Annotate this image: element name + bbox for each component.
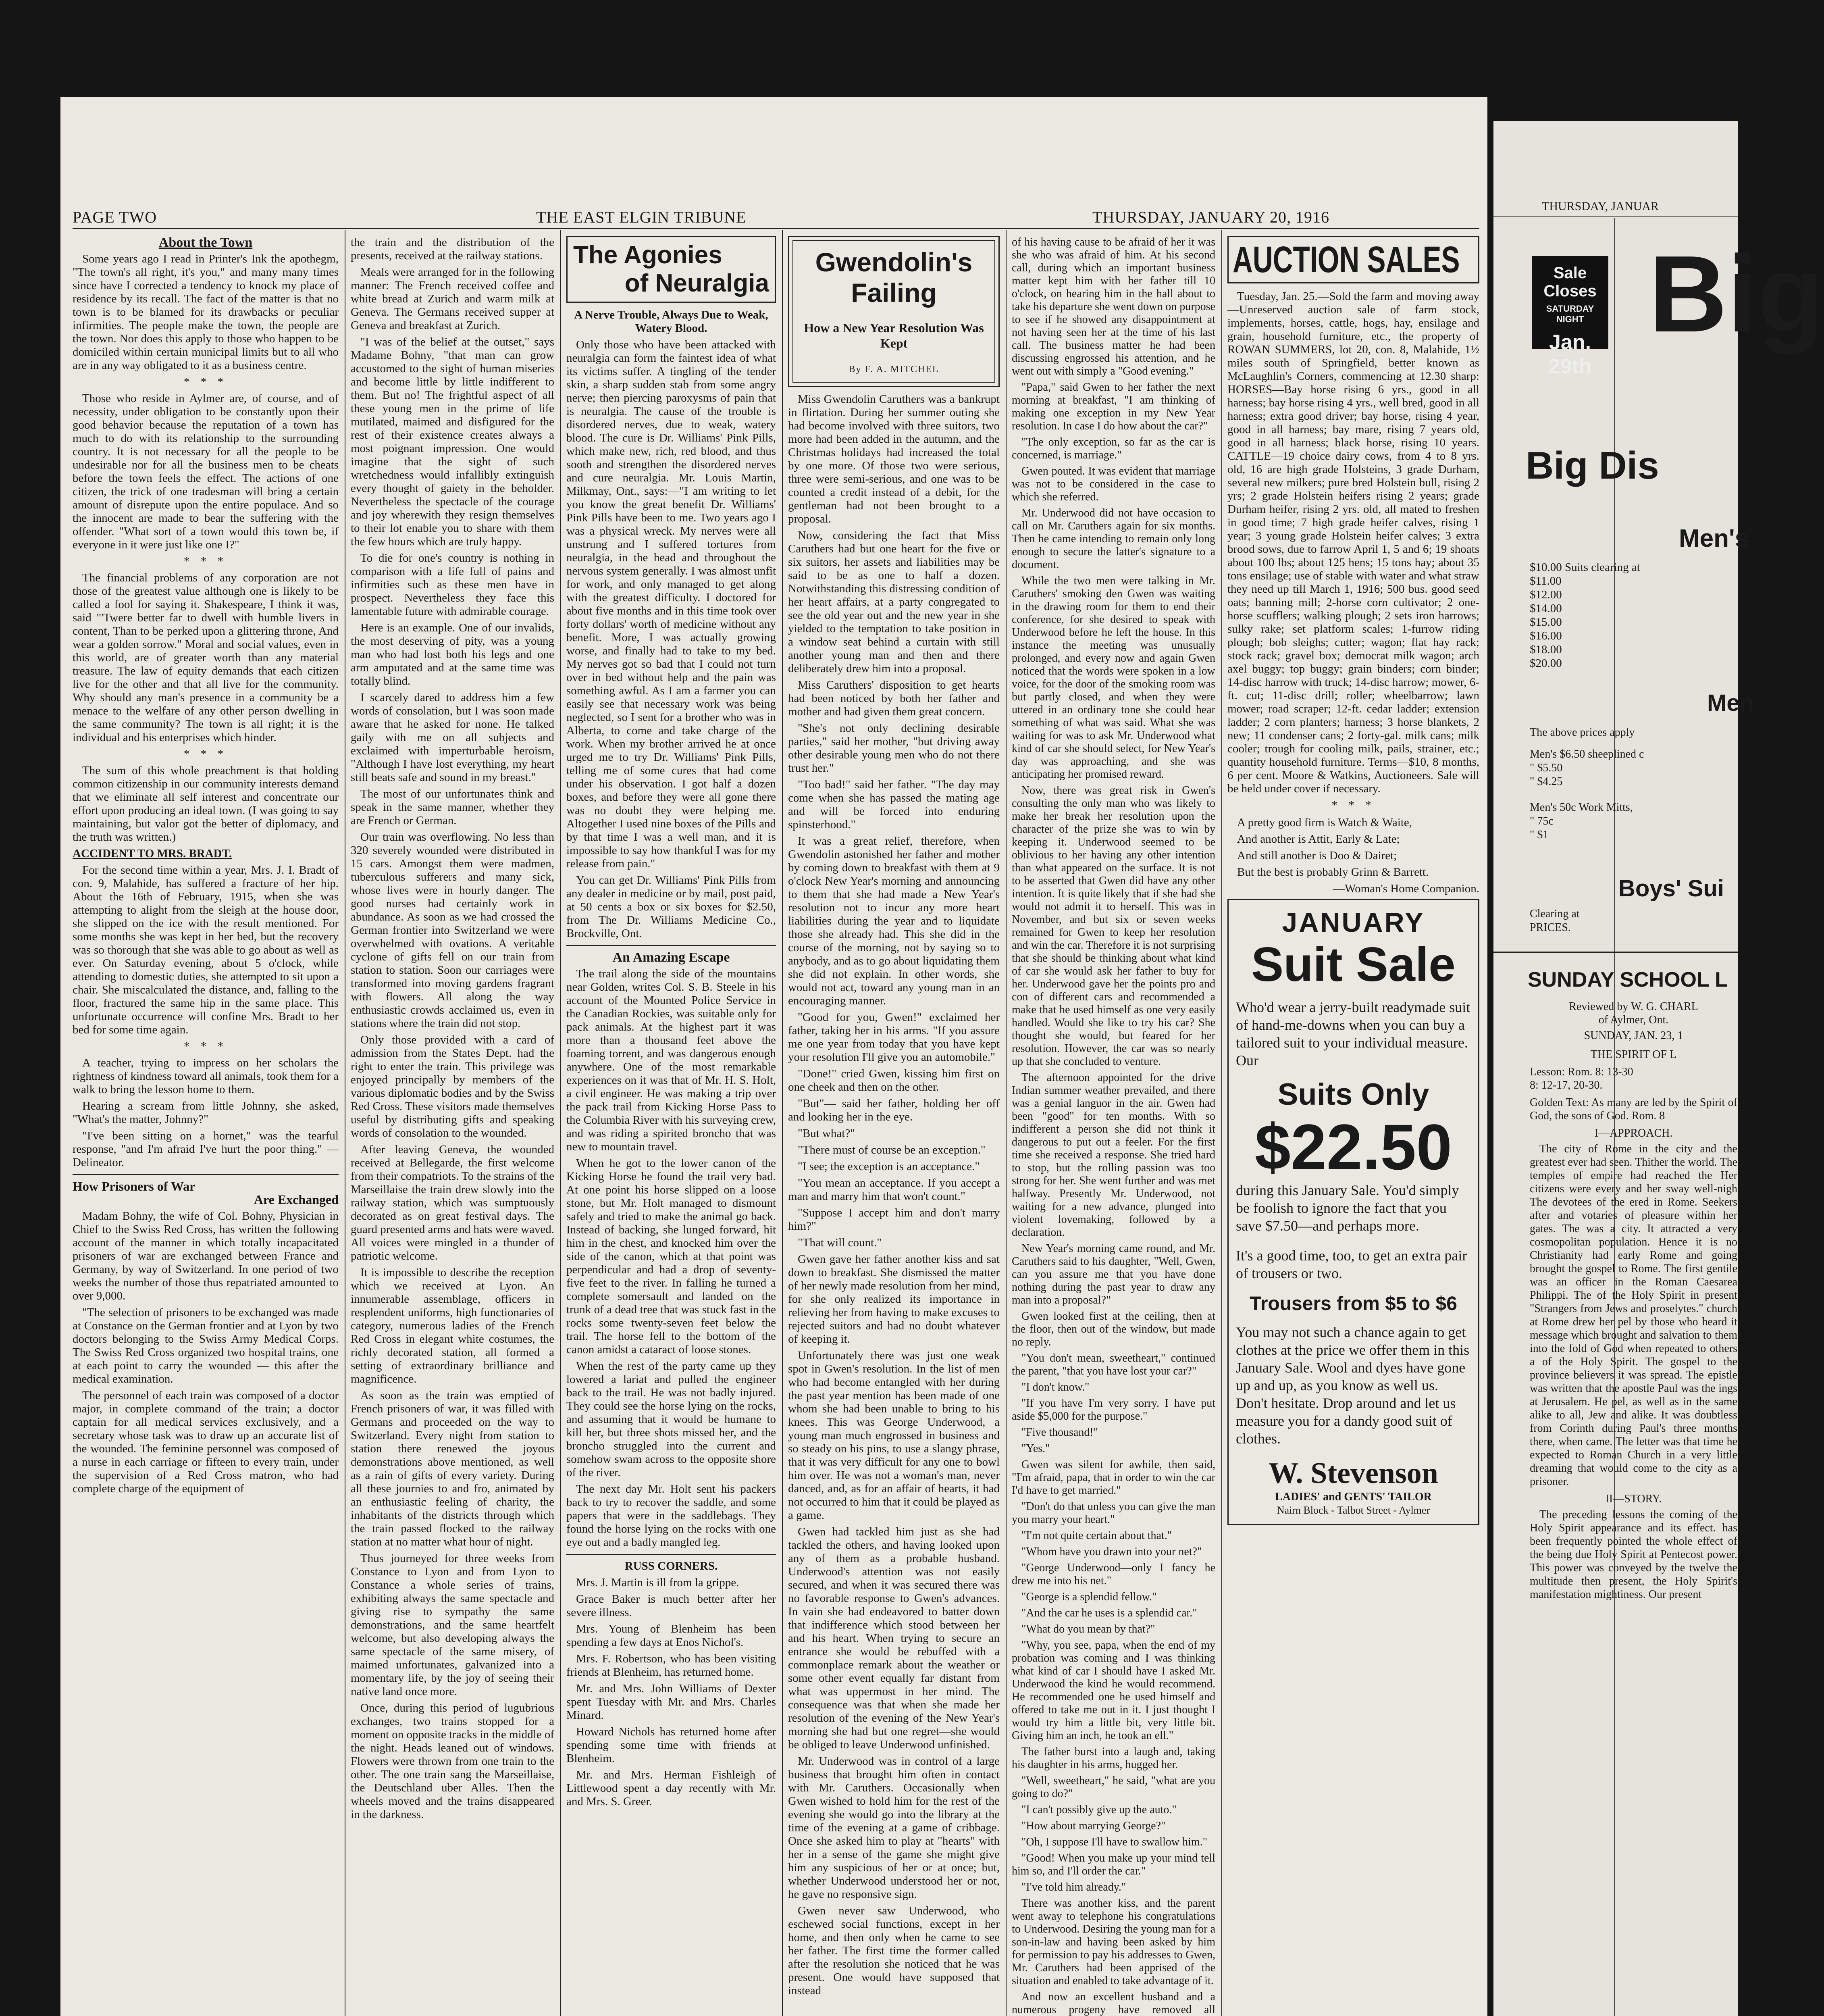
- column-rule: [560, 230, 561, 2016]
- sunday-school-title: SUNDAY SCHOOL L: [1528, 968, 1728, 991]
- gwendolin-paragraph: "How about marrying George?": [1021, 1820, 1166, 1832]
- gwendolin-paragraph: Gwen was silent for awhile, then said, "I'm afraid, papa, that in order to win the car I'd have to get married.": [1012, 1458, 1215, 1497]
- russ-item: Mr. and Mrs. Herman Fishleigh of Littlewood spent a day recently with Mr. and Mrs. S. Greer.: [566, 1768, 776, 1808]
- page-number: PAGE TWO: [73, 208, 157, 226]
- adjacent-big: Big: [1649, 233, 1824, 355]
- column-rule: [1006, 230, 1007, 2016]
- ad-suits-only: Suits Only: [1277, 1077, 1429, 1112]
- lesson-title: THE SPIRIT OF L: [1590, 1048, 1677, 1061]
- gwendolin-paragraph: There was another kiss, and the parent went away to telephone his congratulations to Underwood. Desiring the young man for a son-in-law and having been asked by him for permission to pay his addresses to Gwen, Mr. Caruthers had been apprised of the situation and enabled to take advantage of it.: [1012, 1897, 1215, 1987]
- gwendolin-paragraph: "I can't possibly give up the auto.": [1021, 1804, 1177, 1816]
- gwendolin-author: By F. A. MITCHEL: [849, 364, 939, 375]
- price-line: " 75c: [1530, 815, 1554, 827]
- prisoners-paragraph: As soon as the train was emptied of French prisoners of war, it was filled with Germans and proceeded on the way to Switzerland. Every night from station to station there renewed the joyous demonstrations above mentioned, as well as a rain of gifts of every variety. During all these journies to and fro, animated by an enthusiastic feeling of charity, the inhabitants of the districts through which the train passed flocked to the railway station at no matter what hour of night.: [351, 1389, 554, 1548]
- prisoners-paragraph: Here is an example. One of our invalids, the most deserving of pity, was a young man who had lost both his legs and one arm amputated and at the same time was totally blind.: [351, 621, 554, 687]
- russ-item: Mrs. J. Martin is ill from la grippe.: [576, 1576, 739, 1589]
- price-line: $20.00: [1530, 657, 1562, 670]
- column-6: [1227, 236, 1479, 2016]
- price-line: PRICES.: [1530, 921, 1571, 934]
- price-line: " $5.50: [1530, 762, 1563, 774]
- newspaper-page: [60, 97, 1487, 2016]
- auction-title: AUCTION SALES: [1233, 239, 1460, 280]
- prisoners-paragraph: Once, during this period of lugubrious exchanges, two trains stopped for a moment on opposite tracks in the middle of the night. Heads leaned out of windows. Flowers were thrown from one train to the other. The one train sang the Marseillaise, the Deutschland uber Alles. Then the wheels moved and the trains disappeared in the darkness.: [351, 1702, 554, 1821]
- gwendolin-paragraph: "Yes.": [1021, 1442, 1050, 1455]
- escape-paragraph: The next day Mr. Holt sent his packers back to try to recover the saddle, and some papers that were in the saddlebags. They found the horse lying on the rocks with one eye out and a badly mangled leg.: [566, 1483, 776, 1549]
- prisoners-title-1: How Prisoners of War: [73, 1179, 196, 1193]
- gwendolin-paragraph: Mr. Underwood was in control of a large business that brought him often in contact with Mr. Caruthers. Occasionally when Gwen wished to hold him for the rest of the evening she would go into the library at the time of the evening at a game of cribbage. Once she asked him to play at "hearts" with her in a sense of the game she might give him any suspicious of her or at once; but, whether Underwood understood her or not, he gave no responsive sign.: [788, 1755, 1000, 1901]
- gwendolin-paragraph: "She's not only declining desirable parties," said her mother, "but driving away other desirable young men who do not there trust her.": [788, 722, 1000, 775]
- prisoners-paragraph: Meals were arranged for in the following manner: The French received coffee and white bread at Zurich and warm milk at Geneva. The Germans received supper at Geneva and breakfast at Zurich.: [351, 266, 554, 332]
- bradt-paragraph: A teacher, trying to impress on her scholars the rightness of kindness toward all animals, took them for a walk to bring the lesson home to them.: [73, 1056, 339, 1096]
- prisoners-paragraph: After leaving Geneva, the wounded received at Bellegarde, the first welcome from their compatriots. To the strains of the Marseillaise the train drew slowly into the railway station, which was sumptuously decorated as on great festival days. The guard presented arms and hats were waved. All voices were mingled in a thunder of patriotic welcome.: [351, 1143, 554, 1262]
- about-town-paragraph: Those who reside in Aylmer are, of course, and of necessity, under obligation to be constantly upon their good behavior because the reputation of a town has much to do with its relationship to the surrounding country. It is not necessary for all the people to be undesirable nor for all the business men to be cheats before the town feels the effect. The actions of one citizen, the trick of one tradesman will bring a certain amount of disrepute upon the entire populace. And so the innocent are made to bear the suffering with the offender. "What sort of a town would this town be, if everyone in it were just like one I?": [73, 392, 339, 551]
- gwendolin-paragraph: "I see; the exception is an acceptance.": [798, 1160, 980, 1173]
- issue-date: THURSDAY, JANUARY 20, 1916: [1092, 208, 1329, 226]
- ad-paragraph: Who'd wear a jerry-built readymade suit of hand-me-downs when you can buy a tailored suit to your individual measure. Our: [1236, 999, 1470, 1068]
- gwendolin-title-1: Gwendolin's: [815, 247, 973, 277]
- about-town-paragraph: Some years ago I read in Printer's Ink the apothegm, "The town's all right, it's you," and many many times since have I corrected a tendency to knock my place of residence by its recall. The fact of the matter is that no town is to be blamed for its drawbacks or peculiar infirmities. The people make the town, the people are the town. Nor does this apply to those who happen to be domiciled within certain municipal limits but to all who are in any way obligated to it as a business centre.: [73, 252, 339, 372]
- ad-tailor-address: Nairn Block - Talbot Street - Aylmer: [1277, 1504, 1430, 1516]
- prisoners-paragraph: Only those provided with a card of admission from the States Dept. had the right to enter the train. This privilege was enjoyed principally by members of the various diplomatic bodies and by the Swiss Red Cross. These visitors made themselves useful by distributing gifts and speaking words of consolation to the wounded.: [351, 1033, 554, 1139]
- bradt-title: ACCIDENT TO MRS. BRADT.: [73, 847, 232, 860]
- lesson-body: The preceding lessons the coming of the Holy Spirit appearance and its effect. has been frequently pointed the whole effect of the being due Holy Spirit at Pentecost power. This power was conveyed by the twelve the multitude then present, the Holy Spirit's manifestation mightiness. Our present: [1530, 1508, 1737, 1601]
- agonies-subhead: A Nerve Trouble, Always Due to Weak, Watery Blood.: [574, 308, 768, 335]
- gwendolin-paragraph: "I'm not quite certain about that.": [1021, 1529, 1172, 1542]
- price-line: " $1: [1530, 829, 1549, 841]
- price-line: $10.00 Suits clearing at: [1530, 561, 1640, 574]
- sale-closes-date: Jan. 29th: [1548, 331, 1592, 378]
- agonies-title-2: of Neuralgia: [624, 269, 769, 297]
- lesson-ref: Lesson: Rom. 8: 13-30: [1530, 1066, 1633, 1078]
- golden-text: Golden Text: As many are led by the Spirit of God, the sons of God. Rom. 8: [1530, 1096, 1737, 1122]
- russ-item: Grace Baker is much better after her severe illness.: [566, 1593, 776, 1619]
- adjacent-big-dis: Big Dis: [1526, 444, 1659, 487]
- lesson-reviewer-town: of Aylmer, Ont.: [1598, 1014, 1669, 1026]
- gwendolin-paragraph: "Oh, I suppose I'll have to swallow him.": [1021, 1836, 1208, 1848]
- price-line: $16.00: [1530, 629, 1562, 642]
- gwendolin-paragraph: "George is a splendid fellow.": [1021, 1591, 1157, 1603]
- gwendolin-paragraph: The afternoon appointed for the drive Indian summer weather prevailed, and there was a genial languor in the air. Gwen had been "good" for ten months. With so indifferent a person she did not think it dangerous to put out a feeler. For the first time she received a response. She tried hard to stop, but the rolling passion was too strong for her. She went further and was met halfway. Presently Mr. Underwood, not waiting for a new advance, plunged into violent lovemaking, followed by a declaration.: [1012, 1071, 1215, 1239]
- column-2: [351, 236, 554, 2016]
- sale-closes-box: [1532, 256, 1608, 378]
- poem-line: A pretty good firm is Watch & Waite,: [1237, 816, 1412, 829]
- prisoners-paragraph: Thus journeyed for three weeks from Constance to Lyon and from Lyon to Constance a whole series of trains, exhibiting always the same spectacle and giving rise to sympathy the same demonstrations, and the same heartfelt welcome, but also developing always the same spectacle of the same misery, of maimed unfortunates, galvanized into a momentary life, by the joy of seeing their native land once more.: [351, 1552, 554, 1698]
- ad-price: $22.50: [1254, 1111, 1452, 1183]
- gwendolin-paragraph: New Year's morning came round, and Mr. Caruthers said to his daughter, "Well, Gwen, can you assure me that you have done nothing during the past year to draw any man into a proposal?": [1012, 1242, 1215, 1306]
- auction-headline-box: [1227, 236, 1479, 283]
- escape-title: An Amazing Escape: [612, 950, 730, 965]
- prisoners-paragraph: To die for one's country is nothing in comparison with a life full of pains and infirmities such as these men have in prospect. Nevertheless they face this lamentable future with admirable courage.: [351, 552, 554, 618]
- prisoners-paragraph: "I was of the belief at the outset," says Madame Bohny, "that man can grow accustomed to the sight of human miseries and become little by little indifferent to them. But no! The frightful aspect of all these young men in the prime of life mutilated, maimed and disfigured for the rest of their existence creates always a most poignant impression. One would imagine that the sight of such wretchedness would infallibly extinguish every thought of gaiety in the beholder. Nevertheless the spectacle of the courage and joy wherewith they resign themselves to their lot enable you to share with them the few hours which are truly happy.: [351, 335, 554, 548]
- gwendolin-title-2: Failing: [851, 278, 937, 308]
- adjacent-boys: Boys' Sui: [1618, 875, 1724, 902]
- price-line: $12.00: [1530, 588, 1562, 601]
- prisoners-paragraph: I scarcely dared to address him a few words of consolation, but I was soon made aware that he asked for none. He talked gaily with me on all subjects and exclaimed with imperturbable heroism, "Although I have lost everything, my heart still beats safe and sound in my breast.": [351, 691, 554, 784]
- section-stars: * * *: [184, 375, 227, 388]
- ad-paragraph: during this January Sale. You'd simply be foolish to ignore the fact that you save $7.50—and perhaps more.: [1236, 1182, 1459, 1234]
- ad-tailor-sub: LADIES' and GENTS' TAILOR: [1275, 1491, 1432, 1503]
- gwendolin-paragraph: "I've told him already.": [1021, 1881, 1126, 1893]
- gwendolin-paragraph: "Papa," said Gwen to her father the next morning at breakfast, "I am thinking of making one exception in my New Year resolution. In case I do how about the car?": [1012, 381, 1215, 432]
- price-line: Men's $6.50 sheeplined c: [1530, 748, 1644, 760]
- gwendolin-paragraph: "The only exception, so far as the car is concerned, is marriage.": [1012, 436, 1215, 461]
- auction-paragraph: Tuesday, Jan. 25.—Sold the farm and moving away—Unreserved auction sale of farm stock, implements, horses, cattle, hogs, hay, ensilage and grain, household furniture, etc., the property of ROWAN SUMMERS, lot 20, con. 8, Malahide, 1½ miles south of Springfield, better known as McLaughlin's Corners, commencing at 12.30 sharp: HORSES—Bay horse rising 6 yrs., good in all harness; bay horse rising 4 yrs., well bred, good in all harness; extra good driver; bay horse, rising 4 year, good in all harness; bay mare, rising 7 years old, good in all harness; black horse, rising 10 years. CATTLE—19 choice dairy cows, from 4 to 8 yrs. old, 16 are high grade Holsteins, 3 grade Durham, several new milkers; pure bred Holstein bull, rising 2 yrs; 2 grade Holstein heifers rising 2 years; grade Durham heifer, rising 2 yrs. old, all mated to freshen in good time; 7 high grade heifer calves, rising 1 year; 3 young grade Holstein heifer calves; 3 extra brood sows, due to farrow April 1, 5 and 6; 19 shoats about 100 lbs; about 125 hens; 15 tons hay; about 35 tons ensilage; use of stable with water and what straw they need up till March 1, 1916; 500 bus. good seed oats; banning mill; 2-horse corn cultivator; 2 one-horse scufflers; walking plough; 2 sets iron harrows; sulky rake; set platform scales; 1-furrow riding plough; bob sleighs; cutter; wagon; flat hay rack; stock rack; gravel box; democrat milk wagon; arch axel buggy; top buggy; grain binders; corn binder; 14-disc harrow with truck; 14-disc harrow; mower, 6-ft. cut; 11-disc drill; roller; wheelbarrow; lawn mower; road scraper; 12-ft. cedar ladder; extension ladder; 2 corn planters; harness; 3 horse blankets, 2 new; 11 condenser cans; 2 forty-gal. milk cans; milk cooler; trough for cooling milk, pails, strainer, etc.; quantity household furniture. Terms—$10, 8 months, 6 per cent. Moore & Watkins, Auctioneers. Sale will be held under cover if necessary.: [1227, 290, 1479, 795]
- sale-closes-sub: SATURDAY NIGHT: [1546, 304, 1594, 324]
- lesson-date: SUNDAY, JAN. 23, 1: [1584, 1029, 1683, 1042]
- ad-suit-sale: Suit Sale: [1251, 937, 1456, 991]
- lesson-section: I—APPROACH.: [1594, 1127, 1673, 1139]
- sale-closes-label: Sale Closes: [1543, 264, 1597, 300]
- adjacent-price-list: [1530, 560, 1739, 670]
- prisoners-paragraph: It is impossible to describe the reception which we received at Lyon. An innumerable assemblage, officers in resplendent uniforms, high functionaries of category, numerous ladies of the French Red Cross in elegant white costumes, the richly decorated station, all formed a setting of extraordinary brilliance and magnificence.: [351, 1266, 554, 1385]
- price-line: Men's 50c Work Mitts,: [1530, 801, 1633, 814]
- russ-corners-title: RUSS CORNERS.: [624, 1560, 718, 1572]
- gwendolin-paragraph: "And the car he uses is a splendid car.": [1021, 1607, 1197, 1619]
- ad-paragraph: It's a good time, too, to get an extra pair of trousers or two.: [1236, 1248, 1467, 1281]
- poem-line: And still another is Doo & Dairet;: [1237, 849, 1397, 862]
- gwendolin-paragraph: "But what?": [798, 1127, 855, 1140]
- gwendolin-paragraph: "Well, sweetheart," he said, "what are you going to do?": [1012, 1774, 1215, 1800]
- gwendolin-paragraph: "If you have I'm very sorry. I have put aside $5,000 for the purpose.": [1012, 1397, 1215, 1422]
- adjacent-boys-text: [1530, 907, 1580, 935]
- gwendolin-paragraph: "I don't know.": [1021, 1381, 1090, 1393]
- gwendolin-paragraph: It was a great relief, therefore, when Gwendolin astonished her father and mother by coming down to breakfast with them at 9 o'clock New Year's morning and announcing to them that she had made a New Year's resolution not to incur any more heart liabilities during the year and to liquidate those she already had. This she did in the course of the morning, not by saying so to anybody, and as to go about liquidating them she did not explain. In other words, she would not act, toward any young man in an encouraging manner.: [788, 835, 1000, 1007]
- about-town-paragraph: The sum of this whole preachment is that holding common citizenship in our community interests demand that we eliminate all self interest and concentrate our effort upon producing an ideal town. (I was going to say maintaining, but valor got the better of diplomacy, and the truth was written.): [73, 764, 339, 843]
- suit-sale-ad: [1227, 899, 1479, 1525]
- gwendolin-paragraph: The father burst into a laugh and, taking his daughter in his arms, hugged her.: [1012, 1745, 1215, 1771]
- about-town-paragraph: The financial problems of any corporation are not those of the greatest value although one is likely to be called a fool for saying it. Shakespeare, I think it was, said "'Twere better far to dwell with humble livers in content, Than to be perked upon a glittering throne, And wear a golden sorrow." Moral and social values, even in this world, are of greater worth than any material treasure. The law of equity demands that each citizen live for the other and that all live for the community. Why should any man's presence in a community be a menace to the welfare of any other person dwelling in the same community? The town is all right; it is the individual and his enterprises which hinder.: [73, 571, 339, 744]
- adjacent-men: Men: [1707, 690, 1754, 716]
- gwendolin-paragraph: "Why, you see, papa, when the end of my probation was coming and I was thinking what kind of car I should have I asked Mr. Underwood the kind he would recommend. He recommended one he used himself and offered to take me out in it. I just thought I would try him a little bit, very little bit. Giving him an inch, he took an ell.": [1012, 1639, 1215, 1742]
- gwendolin-paragraph: "That will count.": [798, 1236, 882, 1249]
- section-stars: * * *: [184, 555, 227, 568]
- gwendolin-paragraph: "Done!" cried Gwen, kissing him first on one cheek and then on the other.: [788, 1067, 1000, 1093]
- lesson-ref: 8: 12-17, 20-30.: [1530, 1079, 1603, 1091]
- column-rule: [1221, 230, 1222, 2016]
- prisoners-paragraph: Madam Bohny, the wife of Col. Bohny, Physician in Chief to the Swiss Red Cross, has written the following account of the manner in which totally incapacitated prisoners of war are exchanged between France and Germany, by way of Switzerland. In one period of two weeks the number of those thus repatriated amounted to over 9,000.: [73, 1210, 339, 1302]
- gwendolin-paragraph: "But"— said her father, holding her off and looking her in the eye.: [788, 1097, 1000, 1123]
- gwendolin-paragraph: Gwen gave her father another kiss and sat down to breakfast. She dismissed the matter of her newly made resolution from her mind, for she only realized its importance in relieving her from having to make excuses to rejected suitors and had no doubt whatever of keeping it.: [788, 1253, 1000, 1345]
- price-line: $15.00: [1530, 616, 1562, 629]
- gwendolin-paragraph: Gwen pouted. It was evident that marriage was not to be considered in the case to which she referred.: [1012, 465, 1215, 503]
- gwendolin-paragraph: "Whom have you drawn into your net?": [1021, 1545, 1202, 1558]
- gwendolin-paragraph: "Suppose I accept him and don't marry him?": [788, 1206, 1000, 1233]
- header-rule: [73, 228, 1479, 229]
- section-stars: * * *: [184, 748, 227, 760]
- agonies-paragraph: You can get Dr. Williams' Pink Pills from any dealer in medicine or by mail, post paid, at 50 cents a box or six boxes for $2.50, from The Dr. Williams Medicine Co., Brockville, Ont.: [566, 874, 776, 940]
- gwendolin-paragraph: Now, there was great risk in Gwen's consulting the only man who was likely to make her break her resolution upon the character of the prize she was to win by keeping it. Underwood seemed to be oblivious to her having any other intention than what appeared on the surface. It is not to be asserted that Gwen did have any other intention. It is quite likely that if she had she would not admit it to herself. This was in November, and but six or seven weeks remained for Gwen to keep her resolution and win the car. Therefore it is not surprising that she should be thinking about what kind of car she would ask her father to buy for her. Underwood gave her the points pro and con of different cars and recommended a make that he used himself as one very easily handled. Would she like to try his car? She thought she would, but feared for her resolution. However, the car was so nearly up that she concluded to venture.: [1012, 784, 1215, 1068]
- agonies-title-1: The Agonies: [573, 241, 722, 269]
- russ-item: Mrs. Young of Blenheim has been spending a few days at Enos Nichol's.: [566, 1622, 776, 1649]
- gwendolin-paragraph: Now, considering the fact that Miss Caruthers had but one heart for the five or six suitors, her assets and liabilities may be said to be as one to half a dozen. Notwithstanding this distressing condition of her heart affairs, at a party congregated to see the old year out and the new year in she yielded to the temptation to take position in a window seat behind a curtain with still another young man and then and there deliberately drew him into a proposal.: [788, 529, 1000, 675]
- gwendolin-paragraph: "Don't do that unless you can give the man you marry your heart.": [1012, 1500, 1215, 1526]
- poem-line: And another is Attit, Early & Late;: [1237, 833, 1400, 846]
- prisoners-paragraph: the train and the distribution of the presents, received at the railway stations.: [351, 236, 554, 262]
- ad-trousers: Trousers from $5 to $6: [1250, 1293, 1457, 1314]
- section-stars: * * *: [184, 1040, 227, 1053]
- russ-item: Mrs. F. Robertson, who has been visiting friends at Blenheim, has returned home.: [566, 1652, 776, 1679]
- gwendolin-subhead: How a New Year Resolution Was Kept: [804, 321, 984, 350]
- gwendolin-paragraph: Miss Caruthers' disposition to get hearts had been noticed by both her father and mother and had given them great concern.: [788, 679, 1000, 718]
- column-1: [73, 236, 339, 2016]
- escape-paragraph: When the rest of the party came up they lowered a lariat and pulled the engineer back to the trail. He was not badly injured. They could see the horse lying on the rocks, and assuming that it would be humane to kill her, but three shots missed her, and the broncho struggled into the current and somehow swam across to the opposite shore of the river.: [566, 1360, 776, 1479]
- price-line: $11.00: [1530, 575, 1562, 587]
- lesson-section: II—STORY.: [1605, 1493, 1662, 1505]
- ad-tailor-name: W. Stevenson: [1269, 1457, 1438, 1490]
- ad-paragraph: You may not such a chance again to get clothes at the price we offer them in this January Sale. Wool and dyes have gone up and up, as you know as well us. Don't hesitate. Drop around and let us measure you for a dandy good suit of clothes.: [1236, 1324, 1470, 1447]
- column-5: [1012, 236, 1215, 2016]
- gwendolin-paragraph: Gwen never saw Underwood, who eschewed social functions, except in her home, and then only when he came to see her father. The first time the former called after the resolution she noticed that he was present. One would have supposed that instead: [788, 1904, 1000, 1997]
- gwendolin-paragraph: While the two men were talking in Mr. Caruthers' smoking den Gwen was waiting in the drawing room for them to end their conference, for she desired to speak with Underwood before he left the house. In this instance the meeting was unusually prolonged, and every now and again Gwen noticed that the words were spoken in a low voice, for the door of the smoking room was but partly closed, and when they were uttered in an ordinary tone she could hear something of what was said. What she was waiting for was to ask Mr. Underwood what kind of car she should select, for New Year's day was approaching, and she was anticipating her promised reward.: [1012, 575, 1215, 781]
- gwendolin-paragraph: Mr. Underwood did not have occasion to call on Mr. Caruthers again for six months. Then he came intending to remain only long enough to secure the latter's signature to a document.: [1012, 507, 1215, 571]
- lesson-reviewer: Reviewed by W. G. CHARL: [1569, 1000, 1698, 1013]
- gwendolin-paragraph: Gwen looked first at the ceiling, then at the floor, then out of the window, but made no reply.: [1012, 1310, 1215, 1348]
- gwendolin-paragraph: "There must of course be an exception.": [798, 1143, 986, 1156]
- bradt-paragraph: For the second time within a year, Mrs. J. I. Bradt of con. 9, Malahide, has suffered a fracture of her hip. About the 16th of February, 1915, when she was attempting to alight from the sleigh at the house door, she slipped on the ice with the result mentioned. For some months she was kept in her bed, but the recovery was so thorough that she was able to go about as well as ever. On Saturday evening, about 5 o'clock, while attending to domestic duties, she attempted to sit upon a chair. She miscalculated the distance, and, falling to the floor, fractured the same hip in the same place. This unfortunate occurrence will confine Mrs. Bradt to her bed for some time again.: [73, 864, 339, 1036]
- prisoners-paragraph: The most of our unfortunates think and speak in the same manner, whether they are French or German.: [351, 787, 554, 827]
- gwendolin-paragraph: Unfortunately there was just one weak spot in Gwen's resolution. In the list of men who had become entangled with her during the past year mention has been made of one whom she had been unable to bring to his knees. This was George Underwood, a young man much engrossed in business and so steady on his pins, to use a slangy phrase, that it was very difficult for any one to bowl him over. He was not a woman's man, never danced, and, as for an affair of hearts, it had not occurred to him that it could be played as a game.: [788, 1349, 1000, 1522]
- adjacent-sheepline: [1530, 726, 1739, 842]
- prisoners-paragraph: Our train was overflowing. No less than 320 severely wounded were distributed in 15 cars. Amongst them were madmen, tuberculous sufferers and many sick, whose lives were in hourly danger. The good nurses had certainly work in abundance. As soon as we had crossed the German frontier into Switzerland we were overwhelmed with ovations. A veritable cyclone of gifts fell on our train from station to station. Soon our carriages were transformed into moving gardens fragrant with flowers. All along the way enthusiastic crowds acclaimed us, even in stations where the train did not stop.: [351, 831, 554, 1030]
- gwendolin-paragraph: "What do you mean by that?": [1021, 1623, 1155, 1635]
- gwendolin-paragraph: of his having cause to be afraid of her it was she who was afraid of him. At his second call, during which an important business matter kept him with her father till 10 o'clock, on hearing him in the hall about to take his departure she went down on purpose to see if he showed any disappointment at not having seen her at the time of his last call. The business matter he had been discussing engrossed his attention, and he went out with simply a "Good evening.": [1012, 236, 1215, 377]
- poem-line: But the best is probably Grinn & Barrett.: [1237, 866, 1429, 879]
- column-rule: [782, 230, 783, 2016]
- prisoners-paragraph: The personnel of each train was composed of a doctor major, in complete command of the train; a doctor captain for all medical services exclusively, and a secretary whose task was to draw up an accurate list of the wounded. The feminine personnel was composed of a nurse in each carriage or fifteen to every train, under the supervision of a Red Cross matron, who had complete charge of the equipment of: [73, 1389, 339, 1495]
- firm-poem: [1227, 816, 1479, 896]
- agonies-headline-box: [566, 236, 776, 303]
- gwendolin-paragraph: "Five thousand!": [1021, 1426, 1098, 1439]
- prisoners-paragraph: "The selection of prisoners to be exchanged was made at Constance on the German frontier and at Lyon by two doctors belonging to the Swiss Army Medical Corps. The Swiss Red Cross organized two hospital trains, one at each point to carry the wounded — this after the medical examination.: [73, 1306, 339, 1385]
- adjacent-mens: Men's: [1679, 525, 1749, 552]
- prisoners-title-2: Are Exchanged: [254, 1192, 339, 1207]
- ad-january: JANUARY: [1282, 907, 1425, 938]
- russ-item: Howard Nichols has returned home after spending some time with friends at Blenheim.: [566, 1725, 776, 1765]
- bradt-paragraph: Hearing a scream from little Johnny, she asked, "What's the matter, Johnny?": [73, 1100, 339, 1126]
- lesson-body: The city of Rome in the city and the greatest ever had seen. Thither the world. The temples of empire had reached the Her citizens were every and her sway well-nigh The devotees of the ered in Rome. Seekers after and votaries of pleasure within her gates. The was a city. It attracted a very cosmopolitan population. Hence it is no Christianity had early Rome and going brought the gospel to Rome. The first gentile was an officer in the Roman Caesarea Philippi. The of the Holy Spirit in present "Strangers from Jews and proselytes." church at Rome drew her pel by those who heard it message which brought and salvation to them into the fold of God when repeated to others a of the Holy Spirit. The gospel to the province believers it was spread. The epistle was written that the apostle Paul was the ings at Jerusalem. He pel, as well as in the same alike to all, Jew and alike. It was doubtless from Corinth during Paul's three months there, when came. The letter was that time he expected to Roman Church in a very little dreaming that would come to the city as a prisoner.: [1530, 1143, 1737, 1488]
- newspaper-name: THE EAST ELGIN TRIBUNE: [536, 208, 747, 226]
- escape-paragraph: When he got to the lower canon of the Kicking Horse he found the trail very bad. At one point his horse slipped on a loose stone, but Mr. Holt managed to dismount safely and tried to make the animal go back. Instead of backing, she lunged forward, hit him in the chest, and knocked him over the side of the canon, which at that point was perpendicular and had a drop of seventy-five feet to the river. In falling he turned a complete somersault and landed on the trunk of a dead tree that was stuck fast in the rocks some twenty-seven feet below the trail. The horse fell to the bottom of the canon amidst a cataract of loose stones.: [566, 1157, 776, 1356]
- gwendolin-paragraph: "George Underwood—only I fancy he drew me into his net.": [1012, 1562, 1215, 1587]
- column-3: [566, 236, 776, 2016]
- price-line: The above prices apply: [1530, 726, 1635, 739]
- gwendolin-paragraph: "You don't mean, sweetheart," continued the parent, "that you have lost your car?": [1012, 1352, 1215, 1377]
- gwendolin-paragraph: "Too bad!" said her father. "The day may come when she has passed the mating age and will be forced into enduring spinsterhood.": [788, 778, 1000, 831]
- adjacent-header: THURSDAY, JANUAR: [1542, 200, 1659, 213]
- section-stars: * * *: [1331, 799, 1375, 812]
- agonies-paragraph: Only those who have been attacked with neuralgia can form the faintest idea of what its victims suffer. A tingling of the tender skin, a sharp sudden stab from some angry nerve; then piercing paroxysms of pain that is neuralgia. The cause of the trouble is disordered nerves, due to weak, watery blood. The cure is Dr. Williams' Pink Pills, which make new, rich, red blood, and thus sooth and strengthen the disordered nerves and cure neuralgia. Mr. Louis Martin, Milkmay, Ont., says:—"I am writing to let you know the great benefit Dr. Williams' Pink Pills have been to me. Two years ago I was a physical wreck. My nerves were all unstrung and I suffered tortures from neuralgia, in the head and throughout the nervous system generally. I was almost unfit for work, and only managed to get along with the greatest difficulty. I doctored for about five months and in this time took over forty dollars' worth of medicine without any benefit. More, I was actually growing worse, and finally had to take to my bed. My nerves got so bad that I could not turn over in bed without help and the pain was something awful. As I am a farmer you can easily see that necessary work was being neglected, so I sent for a brother who was in Alberta, to come and take charge of the work. When my brother arrived he at once urged me to try Dr. Williams' Pink Pills, telling me of some cures that had come under his observation. I got half a dozen boxes, and before they were all gone there was no doubt they were helping me. Altogether I used nine boxes of the Pills and by that time I was a well man, and it is impossible to say how thankful I was for my release from pain.": [566, 338, 776, 870]
- gwendolin-paragraph: "You mean an acceptance. If you accept a man and marry him that won't count.": [788, 1177, 1000, 1203]
- price-line: Clearing at: [1530, 908, 1580, 920]
- gwendolin-headline-box: [788, 236, 1000, 387]
- bradt-paragraph: "I've been sitting on a hornet," was the tearful response, "and I'm afraid I've hurt the poor thing." —Delineator.: [73, 1129, 339, 1169]
- escape-paragraph: The trail along the side of the mountains near Golden, writes Col. S. B. Steele in his account of the Mounted Police Service in the Canadian Rockies, was suitable only for pack animals. At the highest part it was more than a thousand feet above the foaming torrent, and was dangerous enough anywhere. One of the most remarkable experiences on it was that of Mr. H. S. Holt, a civil engineer. He was making a trip over the pack trail from Kicking Horse Pass to the Columbia River with his surveying crew, and was riding a spirited broncho that was new to mountain travel.: [566, 967, 776, 1153]
- russ-item: Mr. and Mrs. John Williams of Dexter spent Tuesday with Mr. and Mrs. Charles Minard.: [566, 1682, 776, 1722]
- about-town-title: About the Town: [158, 235, 253, 250]
- price-line: $14.00: [1530, 602, 1562, 615]
- gwendolin-paragraph: "Good! When you make up your mind tell him so, and I'll order the car.": [1012, 1852, 1215, 1877]
- price-line: " $4.25: [1530, 775, 1563, 788]
- poem-source: —Woman's Home Companion.: [1333, 882, 1479, 895]
- column-4: [788, 236, 1000, 2016]
- gwendolin-paragraph: And now an excellent husband and a numerous progeny have removed all: [1012, 1991, 1215, 2016]
- price-line: $18.00: [1530, 643, 1562, 656]
- gwendolin-paragraph: Gwen had tackled him just as she had tackled the others, and having looked upon any of them as a probable husband. Underwood's attention was not easily secured, and when it was secured there was no favorable response to Gwen's advances. In vain she had endeavored to batter down that indifference which stood between her and his heart. When trying to secure an entrance she would be rebuffed with a commonplace remark about the weather or some other event equally far distant from what was uppermost in her mind. The consequence was that when she made her resolution of the evening of the New Year's morning she had but one regret—she would be obliged to leave Underwood unfinished.: [788, 1525, 1000, 1751]
- gwendolin-paragraph: "Good for you, Gwen!" exclaimed her father, taking her in his arms. "If you assure me one year from today that you have kept your resolution I'll give you an automobile.": [788, 1011, 1000, 1064]
- adjacent-page: [1493, 121, 1824, 2016]
- sunday-school-lesson: [1530, 1000, 1737, 1601]
- gwendolin-paragraph: Miss Gwendolin Caruthers was a bankrupt in flirtation. During her summer outing she had become involved with three suitors, two more had been added in the autumn, and the Christmas holidays had increased the total by one more. Of those two were serious, three were semi-serious, and one was to be counted a credit instead of a debit, for the gentleman had not been brought to a proposal.: [788, 393, 1000, 525]
